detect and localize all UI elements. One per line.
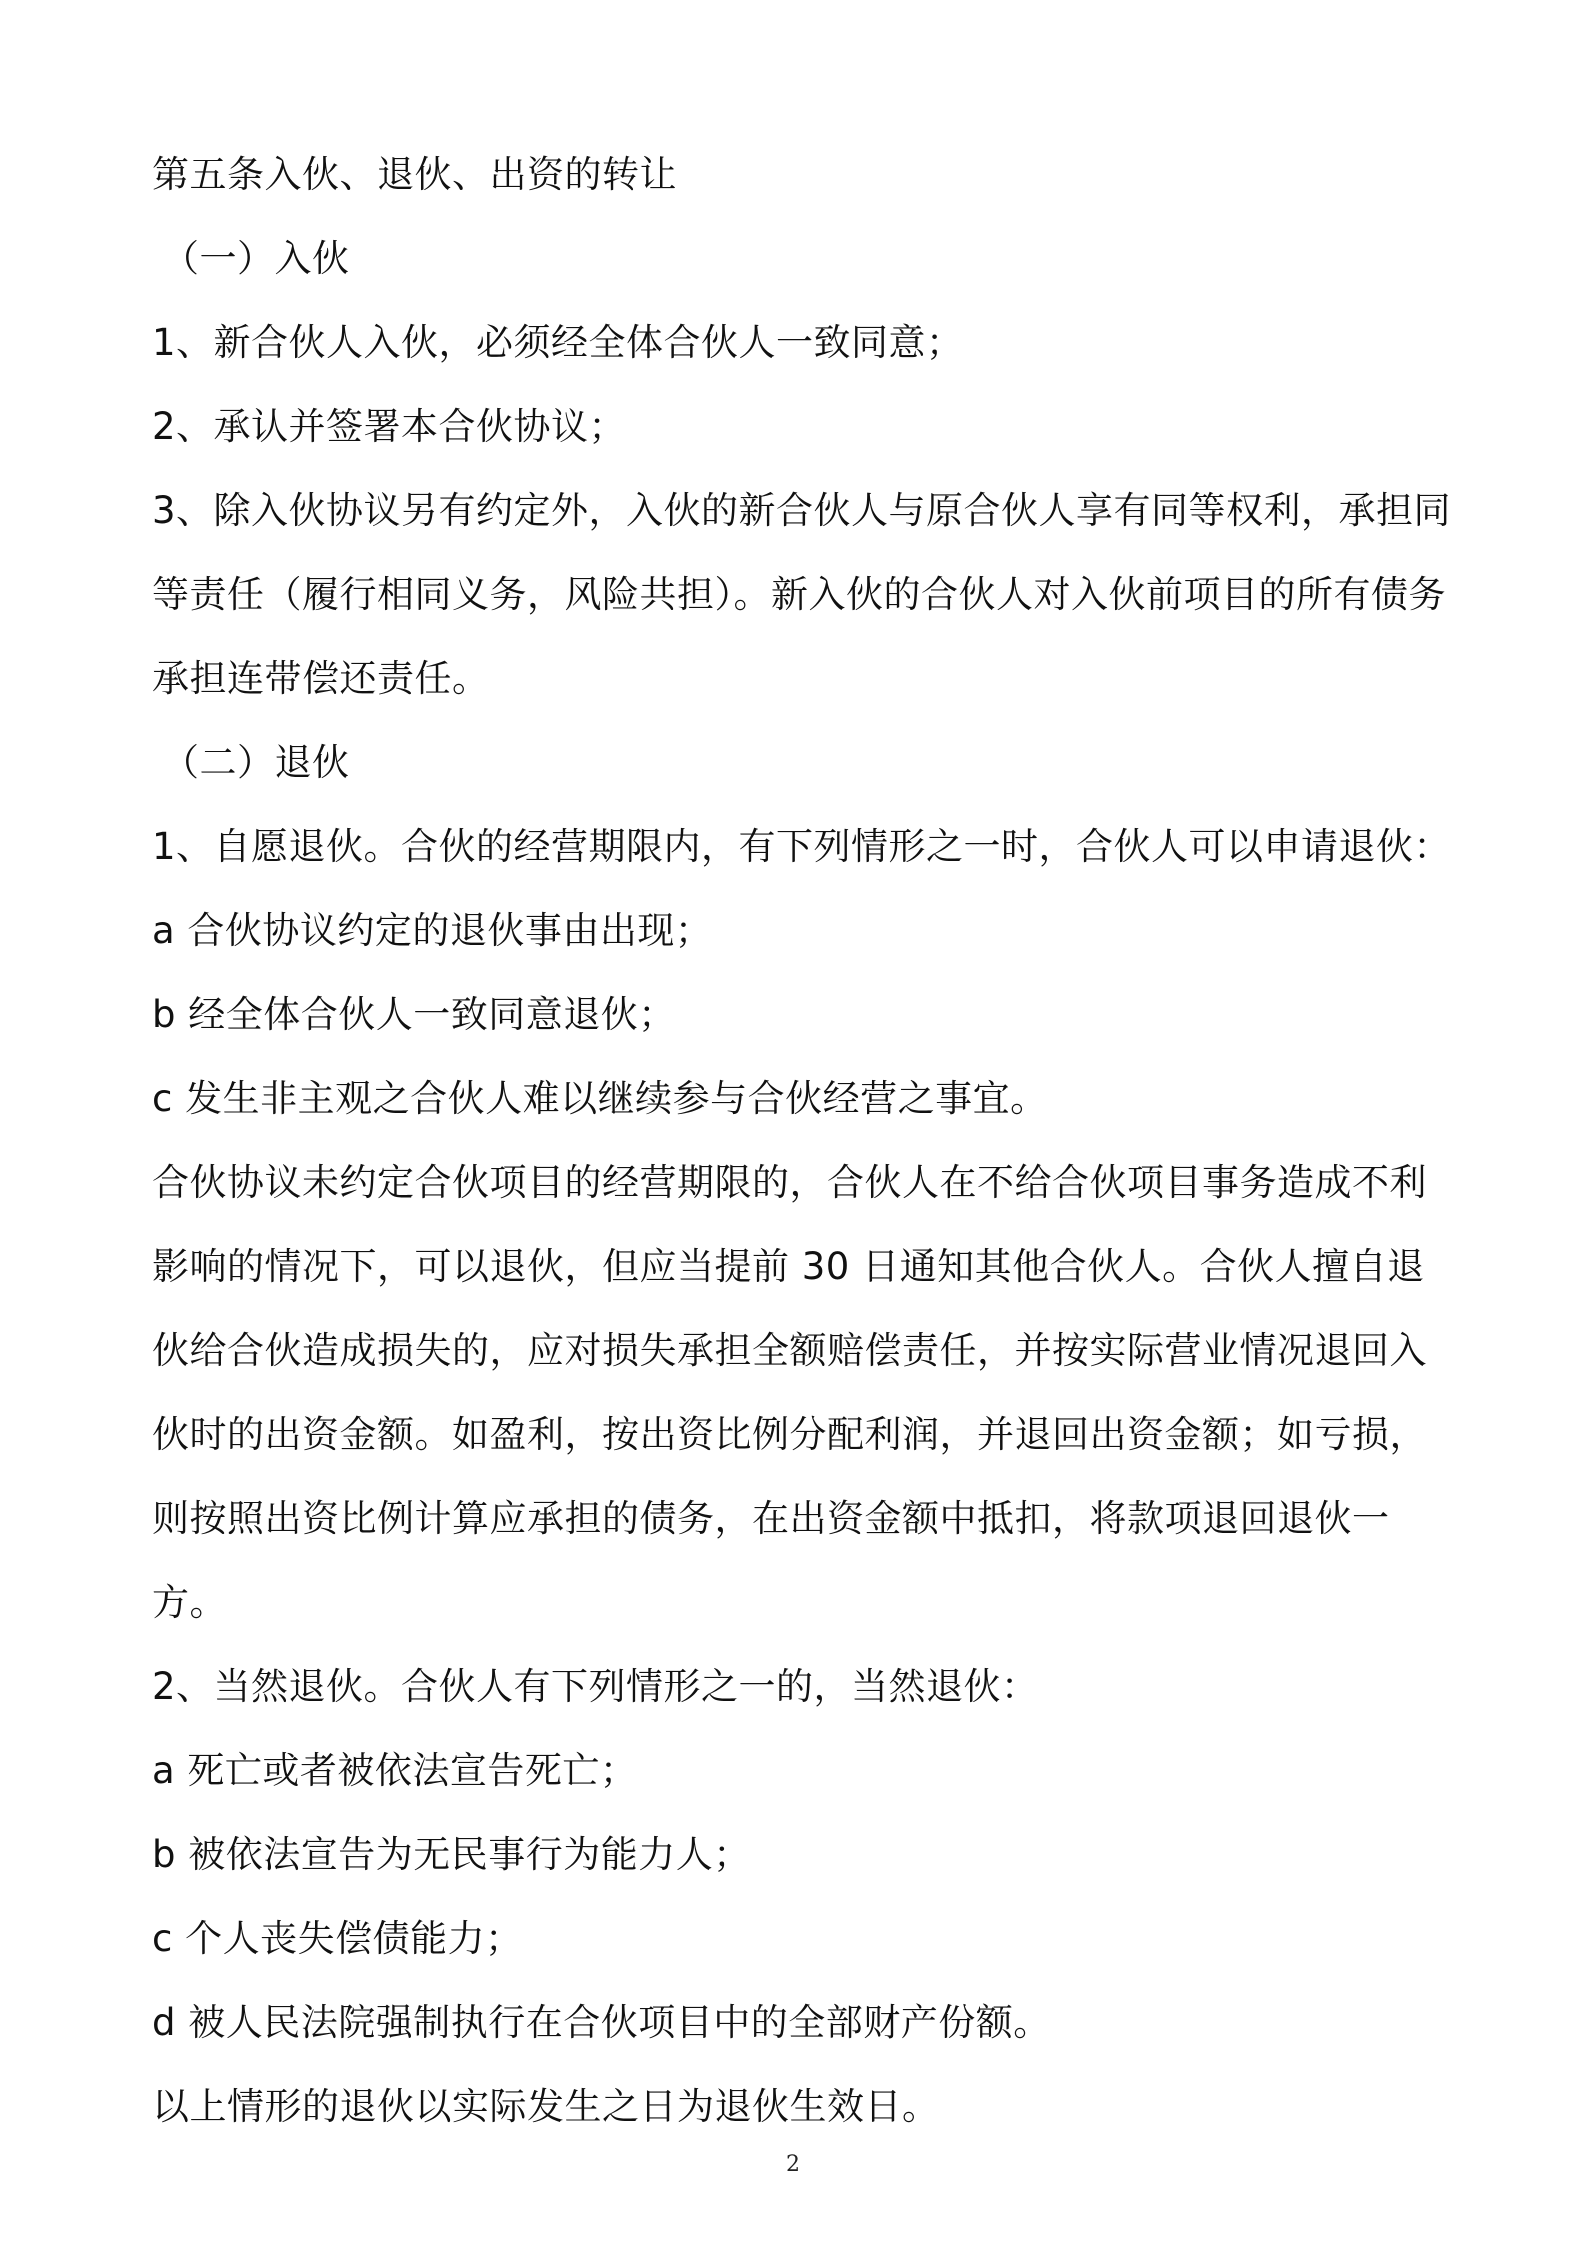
join-clause-3: 3、除入伙协议另有约定外，入伙的新合伙人与原合伙人享有同等权利，承担同等责任（履行相同义务，风险共担）。新入伙的合伙人对入伙前项目的所有债务承担连带偿还责任。 xyxy=(152,489,1452,700)
unspecified-term-withdrawal-paragraph: 合伙协议未约定合伙项目的经营期限的，合伙人在不给合伙项目事务造成不利影响的情况下，可以退伙，但应当提前 30 日通知其他合伙人。合伙人擅自退伙给合伙造成损失的，应对损失承担全额赔偿责任，并按实际营业情况退回入伙时的出资金额。如盈利，按出资比例分配利润，并退回出资金额；如亏损，则按照出资比例计算应承担的债务，在出资金额中抵扣，将款项退回退伙一方。 xyxy=(152,1161,1427,1624)
automatic-withdrawal-item-c: c 个人丧失偿债能力； xyxy=(152,1917,523,1960)
voluntary-withdrawal-clause: 1、自愿退伙。合伙的经营期限内，有下列情形之一时，合伙人可以申请退伙： xyxy=(152,825,1452,868)
article-heading: 第五条入伙、退伙、出资的转让 xyxy=(152,153,677,196)
section-heading-withdrawal: （二）退伙 xyxy=(162,741,350,784)
document-body xyxy=(152,133,1452,2149)
withdrawal-effective-date-clause: 以上情形的退伙以实际发生之日为退伙生效日。 xyxy=(152,2085,940,2128)
join-clause-2: 2、承认并签署本合伙协议； xyxy=(152,405,627,448)
voluntary-withdrawal-item-a: a 合伙协议约定的退伙事由出现； xyxy=(152,909,713,952)
voluntary-withdrawal-item-b: b 经全体合伙人一致同意退伙； xyxy=(152,993,676,1036)
automatic-withdrawal-clause: 2、当然退伙。合伙人有下列情形之一的，当然退伙： xyxy=(152,1665,1039,1708)
join-clause-1: 1、新合伙人入伙，必须经全体合伙人一致同意； xyxy=(152,321,964,364)
automatic-withdrawal-item-d: d 被人民法院强制执行在合伙项目中的全部财产份额。 xyxy=(152,2001,1051,2044)
automatic-withdrawal-item-a: a 死亡或者被依法宣告死亡； xyxy=(152,1749,638,1792)
voluntary-withdrawal-item-c: c 发生非主观之合伙人难以继续参与合伙经营之事宜。 xyxy=(152,1077,1048,1120)
section-heading-join: （一）入伙 xyxy=(162,237,350,280)
automatic-withdrawal-item-b: b 被依法宣告为无民事行为能力人； xyxy=(152,1833,751,1876)
page-number: 2 xyxy=(786,2152,800,2177)
